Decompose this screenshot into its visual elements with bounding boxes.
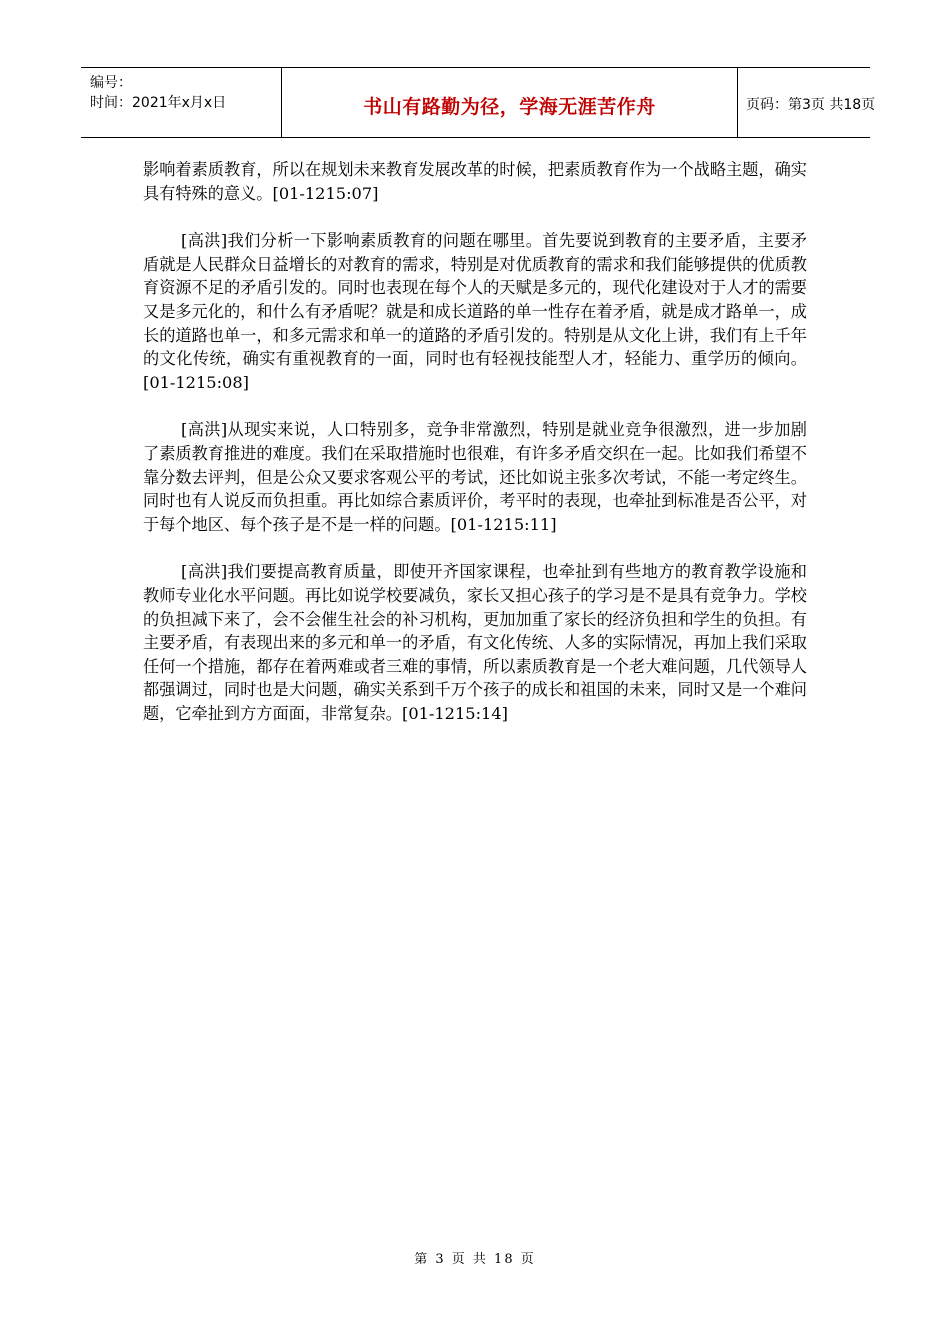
body-paragraph: 影响着素质教育，所以在规划未来教育发展改革的时候，把素质教育作为一个战略主题，确实具有特殊的意义。[01-1215:07] xyxy=(143,160,807,203)
page-footer: 第 3 页 共 18 页 xyxy=(414,1252,536,1267)
document-body xyxy=(143,158,807,749)
header-page-number: 页码：第3页 共18页 xyxy=(746,97,876,113)
body-paragraph: [高洪]我们要提高教育质量，即使开齐国家课程，也牵扯到有些地方的教育教学设施和教师专业化水平问题。再比如说学校要减负，家长又担心孩子的学习是不是具有竞争力。学校的负担减下来了，会不会催生社会的补习机构，更加加重了家长的经济负担和学生的负担。有主要矛盾，有表现出来的多元和单一的矛盾，有文化传统、人多的实际情况，再加上我们采取任何一个措施，都存在着两难或者三难的事情，所以素质教育是一个老大难问题，几代领导人都强调过，同时也是大问题，确实关系到千万个孩子的成长和祖国的未来，同时又是一个难问题，它牵扯到方方面面，非常复杂。[01-1215:14] xyxy=(143,562,807,723)
header-middle-cell xyxy=(282,68,738,137)
header-motto: 书山有路勤为径，学海无涯苦作舟 xyxy=(363,96,656,118)
header-right-cell xyxy=(738,68,876,137)
body-paragraph: [高洪]我们分析一下影响素质教育的问题在哪里。首先要说到教育的主要矛盾，主要矛盾就是人民群众日益增长的对教育的需求，特别是对优质教育的需求和我们能够提供的优质教育资源不足的矛盾引发的。同时也表现在每个人的天赋是多元的，现代化建设对于人才的需要又是多元化的，和什么有矛盾呢？就是和成长道路的单一性存在着矛盾，就是成才路单一，成长的道路也单一，和多元需求和单一的道路的矛盾引发的。特别是从文化上讲，我们有上千年的文化传统，确实有重视教育的一面，同时也有轻视技能型人才，轻能力、重学历的倾向。[01-1215:08] xyxy=(143,231,807,392)
document-date-label: 时间：2021年x月x日 xyxy=(90,95,227,111)
body-paragraph: [高洪]从现实来说，人口特别多，竞争非常激烈，特别是就业竞争很激烈，进一步加剧了素质教育推进的难度。我们在采取措施时也很难，有许多矛盾交织在一起。比如我们希望不靠分数去评判，但是公众又要求客观公平的考试，还比如说主张多次考试，不能一考定终生。同时也有人说反而负担重。再比如综合素质评价，考平时的表现，也牵扯到标准是否公平，对于每个地区、每个孩子是不是一样的问题。[01-1215:11] xyxy=(143,420,807,534)
page-header xyxy=(81,67,876,138)
document-number-label: 编号： xyxy=(90,75,132,91)
header-left-cell xyxy=(81,68,282,137)
